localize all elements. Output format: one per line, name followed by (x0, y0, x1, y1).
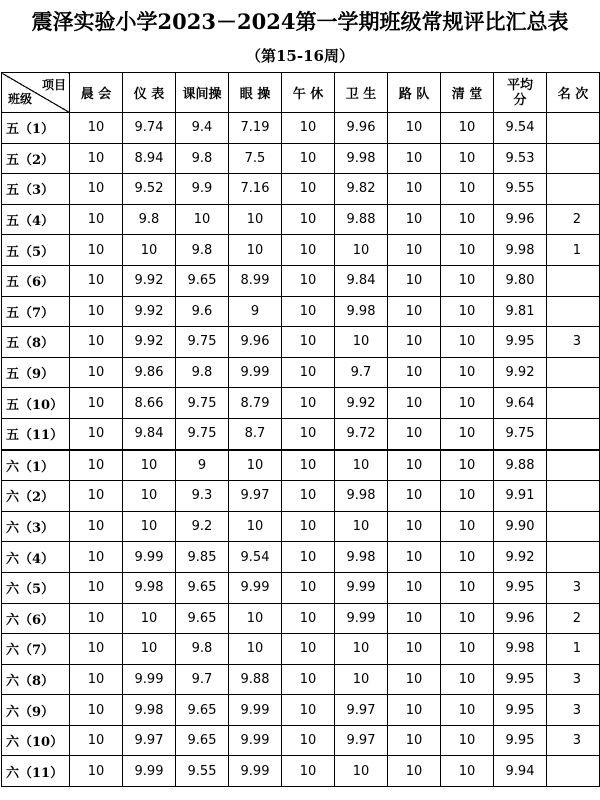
average-cell: 9.64 (494, 388, 547, 419)
score-cell: 10 (70, 265, 123, 296)
column-header: 晨 会 (70, 73, 123, 113)
score-cell: 9.65 (176, 603, 229, 634)
rank-cell: 1 (547, 235, 600, 266)
class-name-cell: 五（5） (2, 235, 70, 266)
class-name-cell: 六（2） (2, 481, 70, 512)
score-cell: 9.65 (176, 695, 229, 726)
rank-cell: 3 (547, 327, 600, 358)
score-cell: 10 (70, 204, 123, 235)
score-cell: 10 (123, 235, 176, 266)
score-cell: 9.99 (123, 756, 176, 787)
score-cell: 10 (388, 357, 441, 388)
average-cell: 9.98 (494, 235, 547, 266)
corner-label-item: 项目 (41, 78, 66, 92)
table-row (2, 388, 600, 419)
score-cell: 9.98 (335, 143, 388, 174)
score-cell: 10 (441, 204, 494, 235)
class-name-cell: 六（3） (2, 511, 70, 542)
table-row (2, 265, 600, 296)
average-cell: 9.55 (494, 174, 547, 205)
summary-table (1, 72, 600, 787)
score-cell: 10 (282, 725, 335, 756)
score-cell: 9.92 (123, 265, 176, 296)
score-cell: 9.99 (335, 603, 388, 634)
score-cell: 10 (441, 450, 494, 481)
score-cell: 10 (123, 634, 176, 665)
page-title: 震泽实验小学2023－2024第一学期班级常规评比汇总表 (31, 9, 569, 34)
score-cell: 9.88 (229, 664, 282, 695)
score-cell: 10 (282, 542, 335, 573)
score-cell: 9.86 (123, 357, 176, 388)
average-cell: 9.95 (494, 664, 547, 695)
score-cell: 9 (229, 296, 282, 327)
rank-cell: 3 (547, 725, 600, 756)
score-cell: 10 (282, 388, 335, 419)
score-cell: 10 (441, 418, 494, 449)
score-cell: 10 (70, 634, 123, 665)
column-header: 课间操 (176, 73, 229, 113)
average-cell: 9.95 (494, 695, 547, 726)
score-cell: 10 (282, 235, 335, 266)
class-name-cell: 五（10） (2, 388, 70, 419)
score-cell: 7.16 (229, 174, 282, 205)
score-cell: 10 (70, 664, 123, 695)
score-cell: 10 (441, 664, 494, 695)
score-cell: 10 (335, 756, 388, 787)
score-cell: 10 (70, 511, 123, 542)
score-cell: 10 (70, 603, 123, 634)
score-cell: 10 (229, 204, 282, 235)
average-cell: 9.92 (494, 357, 547, 388)
class-name-cell: 六（5） (2, 572, 70, 603)
average-cell: 9.53 (494, 143, 547, 174)
average-cell: 9.80 (494, 265, 547, 296)
score-cell: 10 (282, 664, 335, 695)
score-cell: 10 (335, 511, 388, 542)
score-cell: 9.7 (176, 664, 229, 695)
average-cell: 9.95 (494, 725, 547, 756)
score-cell: 10 (282, 113, 335, 144)
score-cell: 10 (282, 572, 335, 603)
score-cell: 9.65 (176, 265, 229, 296)
average-cell: 9.90 (494, 511, 547, 542)
rank-cell (547, 174, 600, 205)
score-cell: 10 (70, 296, 123, 327)
score-cell: 10 (388, 603, 441, 634)
score-cell: 8.94 (123, 143, 176, 174)
rank-cell (547, 418, 600, 449)
class-name-cell: 五（1） (2, 113, 70, 144)
score-cell: 10 (123, 450, 176, 481)
score-cell: 8.79 (229, 388, 282, 419)
score-cell: 10 (229, 450, 282, 481)
score-cell: 10 (282, 756, 335, 787)
score-cell: 10 (282, 327, 335, 358)
average-cell: 9.88 (494, 450, 547, 481)
score-cell: 9.2 (176, 511, 229, 542)
score-cell: 10 (441, 113, 494, 144)
score-cell: 10 (70, 756, 123, 787)
score-cell: 10 (388, 664, 441, 695)
score-cell: 9.99 (229, 725, 282, 756)
score-cell: 10 (282, 511, 335, 542)
rank-cell (547, 756, 600, 787)
score-cell: 9.85 (176, 542, 229, 573)
class-name-cell: 六（1） (2, 450, 70, 481)
score-cell: 9.8 (176, 143, 229, 174)
table-row (2, 725, 600, 756)
average-cell: 9.95 (494, 327, 547, 358)
score-cell: 10 (441, 235, 494, 266)
column-header: 路 队 (388, 73, 441, 113)
table-row (2, 418, 600, 449)
table-row (2, 143, 600, 174)
score-cell: 9.88 (335, 204, 388, 235)
column-header: 眼 操 (229, 73, 282, 113)
table-row (2, 511, 600, 542)
score-cell: 10 (441, 327, 494, 358)
score-cell: 10 (70, 572, 123, 603)
class-name-cell: 五（11） (2, 418, 70, 449)
score-cell: 10 (282, 603, 335, 634)
score-cell: 7.19 (229, 113, 282, 144)
score-cell: 10 (123, 511, 176, 542)
score-cell: 10 (70, 450, 123, 481)
score-cell: 9.82 (335, 174, 388, 205)
score-cell: 10 (388, 542, 441, 573)
score-cell: 10 (282, 174, 335, 205)
score-cell: 10 (70, 695, 123, 726)
score-cell: 9.74 (123, 113, 176, 144)
score-cell: 10 (388, 265, 441, 296)
class-name-cell: 六（6） (2, 603, 70, 634)
score-cell: 9.97 (123, 725, 176, 756)
score-cell: 10 (441, 511, 494, 542)
score-cell: 10 (282, 695, 335, 726)
score-cell: 9.9 (176, 174, 229, 205)
score-cell: 10 (282, 296, 335, 327)
average-cell: 9.94 (494, 756, 547, 787)
score-cell: 10 (388, 450, 441, 481)
table-row (2, 542, 600, 573)
rank-cell: 3 (547, 572, 600, 603)
score-cell: 9 (176, 450, 229, 481)
score-cell: 10 (441, 481, 494, 512)
score-cell: 10 (441, 174, 494, 205)
score-cell: 7.5 (229, 143, 282, 174)
score-cell: 10 (388, 327, 441, 358)
score-cell: 10 (70, 418, 123, 449)
score-cell: 10 (335, 235, 388, 266)
score-cell: 10 (335, 327, 388, 358)
score-cell: 10 (70, 542, 123, 573)
table-row (2, 756, 600, 787)
score-cell: 9.96 (229, 327, 282, 358)
rank-cell (547, 143, 600, 174)
rank-cell: 2 (547, 603, 600, 634)
rank-cell (547, 388, 600, 419)
score-cell: 10 (123, 481, 176, 512)
score-cell: 10 (70, 174, 123, 205)
score-cell: 10 (70, 357, 123, 388)
average-cell: 9.95 (494, 572, 547, 603)
class-name-cell: 五（8） (2, 327, 70, 358)
rank-cell (547, 481, 600, 512)
class-name-cell: 五（9） (2, 357, 70, 388)
score-cell: 9.65 (176, 572, 229, 603)
score-cell: 9.98 (123, 695, 176, 726)
corner-header-cell (2, 73, 70, 113)
score-cell: 10 (282, 450, 335, 481)
score-cell: 10 (441, 603, 494, 634)
table-header-row (2, 73, 600, 113)
score-cell: 9.96 (335, 113, 388, 144)
score-cell: 10 (335, 664, 388, 695)
score-cell: 10 (388, 695, 441, 726)
score-cell: 9.97 (229, 481, 282, 512)
score-cell: 10 (388, 204, 441, 235)
score-cell: 9.3 (176, 481, 229, 512)
table-row (2, 327, 600, 358)
average-cell: 9.96 (494, 603, 547, 634)
rank-cell (547, 357, 600, 388)
class-name-cell: 六（7） (2, 634, 70, 665)
score-cell: 10 (229, 511, 282, 542)
score-cell: 10 (335, 450, 388, 481)
table-row (2, 572, 600, 603)
score-cell: 9.99 (229, 756, 282, 787)
score-cell: 9.55 (176, 756, 229, 787)
column-header: 午 休 (282, 73, 335, 113)
score-cell: 10 (441, 143, 494, 174)
score-cell: 10 (70, 235, 123, 266)
score-cell: 10 (441, 296, 494, 327)
score-cell: 9.84 (335, 265, 388, 296)
score-cell: 9.92 (123, 327, 176, 358)
score-cell: 9.84 (123, 418, 176, 449)
table-row (2, 113, 600, 144)
column-header: 名 次 (547, 73, 600, 113)
score-cell: 9.98 (335, 481, 388, 512)
table-row (2, 450, 600, 481)
score-cell: 10 (388, 725, 441, 756)
score-cell: 10 (282, 481, 335, 512)
score-cell: 10 (388, 174, 441, 205)
score-cell: 10 (388, 511, 441, 542)
score-cell: 10 (441, 725, 494, 756)
score-cell: 10 (388, 113, 441, 144)
average-cell: 9.81 (494, 296, 547, 327)
score-cell: 10 (388, 388, 441, 419)
score-cell: 8.66 (123, 388, 176, 419)
rank-cell: 1 (547, 634, 600, 665)
average-cell: 9.92 (494, 542, 547, 573)
score-cell: 10 (441, 542, 494, 573)
score-cell: 9.72 (335, 418, 388, 449)
table-row (2, 664, 600, 695)
score-cell: 9.8 (123, 204, 176, 235)
score-cell: 9.99 (229, 572, 282, 603)
class-name-cell: 五（7） (2, 296, 70, 327)
page-subtitle: （第15-16周） (246, 47, 354, 65)
score-cell: 9.92 (335, 388, 388, 419)
score-cell: 9.98 (123, 572, 176, 603)
score-cell: 10 (229, 235, 282, 266)
score-cell: 10 (441, 695, 494, 726)
score-cell: 10 (388, 634, 441, 665)
table-row (2, 603, 600, 634)
class-name-cell: 六（11） (2, 756, 70, 787)
score-cell: 10 (70, 113, 123, 144)
class-name-cell: 六（4） (2, 542, 70, 573)
score-cell: 9.8 (176, 357, 229, 388)
average-cell: 9.91 (494, 481, 547, 512)
score-cell: 10 (388, 296, 441, 327)
table-row (2, 634, 600, 665)
rank-cell: 2 (547, 204, 600, 235)
score-cell: 10 (176, 204, 229, 235)
score-cell: 10 (388, 235, 441, 266)
class-name-cell: 六（10） (2, 725, 70, 756)
average-cell: 9.98 (494, 634, 547, 665)
average-cell: 9.75 (494, 418, 547, 449)
score-cell: 9.75 (176, 327, 229, 358)
score-cell: 10 (282, 634, 335, 665)
score-cell: 9.8 (176, 634, 229, 665)
score-cell: 10 (70, 143, 123, 174)
score-cell: 10 (282, 143, 335, 174)
score-cell: 10 (441, 756, 494, 787)
score-cell: 10 (388, 143, 441, 174)
score-cell: 9.92 (123, 296, 176, 327)
table-row (2, 695, 600, 726)
score-cell: 9.65 (176, 725, 229, 756)
rank-cell (547, 450, 600, 481)
score-cell: 10 (70, 725, 123, 756)
score-cell: 10 (123, 603, 176, 634)
column-header: 仪 表 (123, 73, 176, 113)
score-cell: 10 (229, 634, 282, 665)
table-row (2, 235, 600, 266)
rank-cell (547, 511, 600, 542)
score-cell: 9.97 (335, 695, 388, 726)
class-name-cell: 五（6） (2, 265, 70, 296)
score-cell: 10 (282, 204, 335, 235)
score-cell: 9.6 (176, 296, 229, 327)
score-cell: 10 (282, 418, 335, 449)
score-cell: 10 (441, 572, 494, 603)
score-cell: 9.7 (335, 357, 388, 388)
class-name-cell: 五（4） (2, 204, 70, 235)
score-cell: 10 (282, 265, 335, 296)
table-row (2, 481, 600, 512)
score-cell: 10 (282, 357, 335, 388)
score-cell: 10 (70, 327, 123, 358)
score-cell: 10 (388, 481, 441, 512)
score-cell: 8.99 (229, 265, 282, 296)
score-cell: 9.75 (176, 418, 229, 449)
score-cell: 9.4 (176, 113, 229, 144)
score-cell: 9.99 (123, 664, 176, 695)
score-cell: 9.8 (176, 235, 229, 266)
class-name-cell: 六（8） (2, 664, 70, 695)
rank-cell: 3 (547, 695, 600, 726)
score-cell: 9.99 (229, 357, 282, 388)
table-row (2, 296, 600, 327)
average-cell: 9.96 (494, 204, 547, 235)
table-row (2, 204, 600, 235)
table-body (2, 113, 600, 787)
score-cell: 9.52 (123, 174, 176, 205)
column-header: 清 堂 (441, 73, 494, 113)
score-cell: 9.97 (335, 725, 388, 756)
rank-cell (547, 113, 600, 144)
table-row (2, 357, 600, 388)
score-cell: 10 (229, 603, 282, 634)
column-header: 平均分 (494, 73, 547, 113)
class-name-cell: 五（2） (2, 143, 70, 174)
corner-label-class: 班级 (8, 92, 33, 106)
table-row (2, 174, 600, 205)
score-cell: 8.7 (229, 418, 282, 449)
score-cell: 10 (70, 481, 123, 512)
score-cell: 10 (441, 634, 494, 665)
rank-cell: 3 (547, 664, 600, 695)
score-cell: 10 (388, 572, 441, 603)
score-cell: 10 (335, 634, 388, 665)
rank-cell (547, 542, 600, 573)
score-cell: 10 (70, 388, 123, 419)
score-cell: 9.98 (335, 542, 388, 573)
score-cell: 10 (441, 388, 494, 419)
score-cell: 9.54 (229, 542, 282, 573)
score-cell: 10 (388, 756, 441, 787)
class-name-cell: 六（9） (2, 695, 70, 726)
score-cell: 10 (441, 265, 494, 296)
rank-cell (547, 265, 600, 296)
score-cell: 9.99 (335, 572, 388, 603)
score-cell: 9.99 (229, 695, 282, 726)
average-cell: 9.54 (494, 113, 547, 144)
score-cell: 9.98 (335, 296, 388, 327)
score-cell: 10 (441, 357, 494, 388)
column-header: 卫 生 (335, 73, 388, 113)
rank-cell (547, 296, 600, 327)
score-cell: 9.75 (176, 388, 229, 419)
class-name-cell: 五（3） (2, 174, 70, 205)
score-cell: 10 (388, 418, 441, 449)
score-cell: 9.99 (123, 542, 176, 573)
